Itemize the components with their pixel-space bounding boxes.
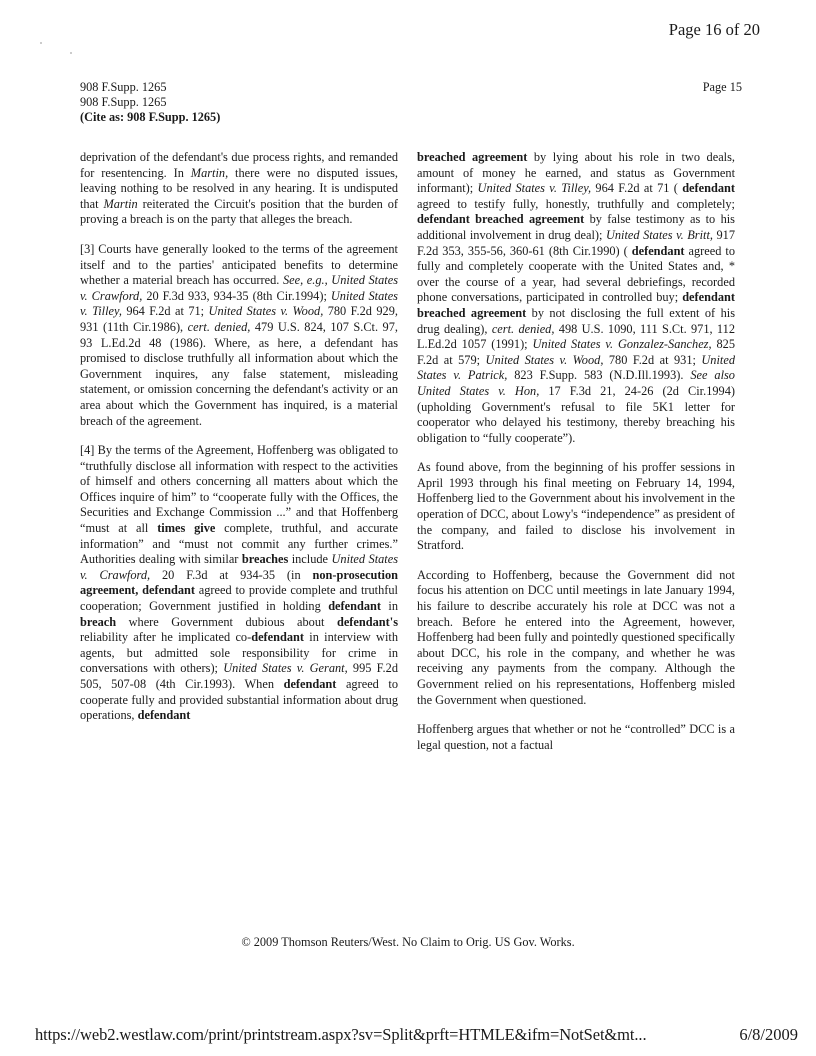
case-citation: United States v. Britt, — [605, 227, 713, 242]
case-citation: United States v. Tilley, — [80, 288, 398, 319]
text-run: deprivation of the defendant's due process rights, and remanded for resentencing. In — [80, 150, 398, 180]
citation-line: 908 F.Supp. 1265 — [80, 95, 167, 109]
text-run: 780 F.2d 929, 931 (11th Cir.1986), — [80, 304, 398, 334]
text-run: include — [288, 552, 332, 567]
text-run: there were no disputed issues, leaving nothing to be resolved in any hearing. It is undisputed that — [80, 165, 398, 211]
paragraph — [417, 150, 735, 446]
text-run: 917 F.2d 353, 355-56, 360-61 (8th Cir.1990) ( — [417, 227, 735, 258]
text-run: agreed to testify fully, honestly, truthfully and completely; — [417, 196, 735, 211]
case-citation: United States v. Wood, — [485, 352, 604, 367]
text-run: in interview with agents, but admitted sole responsibility for crime in conversations with others); — [80, 630, 398, 676]
case-citation: cert. denied, — [187, 319, 251, 334]
paragraph — [417, 722, 735, 753]
text-run: agreed to provide complete and truthful cooperation; Government justified in holding — [80, 583, 398, 614]
search-term: defendant — [631, 243, 685, 258]
page-number: Page 15 — [702, 80, 742, 94]
text-run: reiterated the Circuit's position that the burden of proving a breach is on the party that alleges the breach. — [80, 196, 398, 227]
search-term: defendant — [328, 599, 381, 614]
text-run: 498 U.S. 1090, 111 S.Ct. 971, 112 L.Ed.2d 1057 (1991); — [417, 321, 735, 352]
text-run: by lying about his role in two deals, amount of money he earned, and status as Government informant); — [417, 150, 735, 196]
text-run: 995 F.2d 505, 507-08 (4th Cir.1993). When — [80, 661, 398, 691]
case-citation: United States v. Patrick, — [417, 352, 735, 383]
search-term: defendant — [682, 181, 735, 196]
scan-speck — [40, 42, 42, 44]
cite-as-line: (Cite as: 908 F.Supp. 1265) — [80, 110, 221, 124]
search-term: times give — [157, 521, 216, 536]
print-url: https://web2.westlaw.com/print/printstream.aspx?sv=Split&prft=HTMLE&ifm=NotSet&mt... — [35, 1025, 647, 1044]
text-run: [3] Courts have generally looked to the terms of the agreement itself and to the parties' anticipated benefits to determine whether a material breach has occurred. — [80, 241, 398, 288]
text-run: As found above, from the beginning of his proffer sessions in April 1993 through his final meeting on February 14, 1994, Hoffenberg lied to the Government about his involvement in the operation of DCC, about Lowy's “independence” as president of the company, and failed to disclose his involvement in Stratford. — [417, 460, 735, 553]
page-indicator: Page 16 of 20 — [668, 20, 760, 39]
text-run: 823 F.Supp. 583 (N.D.Ill.1993). — [507, 368, 691, 383]
text-run: 825 F.2d at 579; — [417, 337, 735, 367]
text-run: agreed to fully and completely cooperate with the United States and, * over the course of a year, had several debriefings, recorded phone conversations, participated in controlled buy; — [417, 243, 735, 305]
case-citation: United States v. Wood, — [208, 304, 324, 319]
left-column — [80, 150, 398, 738]
case-citation: See also United States v. Hon, — [417, 368, 735, 398]
case-citation: United States v. Gerant, — [223, 661, 348, 676]
text-run: 964 F.2d at 71 ( — [591, 181, 683, 196]
citation-line: 908 F.Supp. 1265 — [80, 80, 167, 94]
search-term: defendant's — [336, 614, 398, 629]
search-term: defendant — [251, 630, 305, 645]
scan-speck — [70, 52, 72, 54]
case-citation: Martin, — [190, 165, 229, 180]
search-term: breach — [80, 614, 117, 629]
text-run: reliability after he implicated co- — [80, 630, 252, 645]
citation-block — [80, 80, 220, 125]
text-run: 780 F.2d at 931; — [603, 352, 702, 367]
case-citation: United States v. Tilley, — [477, 181, 592, 196]
paragraph — [417, 568, 735, 708]
right-column — [417, 150, 735, 767]
case-citation: cert. denied, — [491, 321, 555, 336]
case-citation: United States v. Crawford, — [80, 552, 399, 582]
case-citation: United States v. Gonzalez-Sanchez, — [532, 337, 712, 352]
text-run: in — [381, 599, 399, 614]
text-run: 479 U.S. 824, 107 S.Ct. 97, 93 L.Ed.2d 48 (1986). Where, as here, a defendant has promised to disclose truthfully all information about which the Government inquires, any false statement, misleading statement, or omission concerning the defendant's activity or an area about which the Government has inquired, is a material breach of the agreement. — [80, 319, 398, 428]
text-run: agreed to cooperate fully and provided substantial information about drug operations, — [80, 677, 399, 723]
paragraph — [80, 242, 398, 429]
text-run: by not disclosing the full extent of his drug dealing), — [417, 305, 736, 336]
paragraph — [80, 443, 398, 724]
text-run: where Government dubious about — [116, 614, 337, 629]
search-term: defendant — [283, 677, 337, 691]
text-run: 964 F.2d at 71; — [121, 304, 209, 319]
paragraph — [80, 150, 398, 228]
text-run: [4] By the terms of the Agreement, Hoffenberg was obligated to “truthfully disclose all information with respect to the activities of himself and others concerning all matters about which the Offices inquire of him” to “cooperate fully with the Offices, the Securities and Exchange Commission ...” and that Hoffenberg “must at all — [80, 443, 398, 536]
case-citation: Martin — [103, 196, 138, 211]
search-term: defendant breached agreement — [417, 290, 735, 320]
copyright-notice: © 2009 Thomson Reuters/West. No Claim to Orig. US Gov. Works. — [241, 935, 575, 949]
case-citation: See, e.g., United States v. Crawford, — [80, 273, 398, 303]
text-run: by false testimony as to his additional involvement in drug deal); — [417, 212, 735, 242]
print-date: 6/8/2009 — [739, 1025, 798, 1044]
text-run: Hoffenberg argues that whether or not he “controlled” DCC is a legal question, not a factual — [417, 722, 735, 752]
search-term: breached agreement — [417, 150, 528, 164]
text-run: complete, truthful, and accurate information” and “must not commit any further crimes.” Authorities dealing with similar — [80, 521, 398, 567]
search-term: breaches — [241, 552, 289, 567]
search-term: defendant breached agreement — [417, 212, 585, 227]
text-run: 17 F.3d 21, 24-26 (2d Cir.1994) (upholding Government's refusal to file 5K1 letter for cooperator who delayed his testimony, thereby breaching his obligation to “fully cooperate”). — [417, 383, 735, 445]
text-run: 20 F.3d 933, 934-35 (8th Cir.1994); — [142, 288, 331, 303]
paragraph — [417, 460, 735, 554]
text-run: According to Hoffenberg, because the Government did not focus his attention on DCC until meetings in late January 1994, his failure to describe accurately his role at DCC was not a breach. Before he entered into the Agreement, however, Hoffenberg had been fully and pointedly questioned specifically about DCC, his role in the company, and whether he was receiving any payments from the company. Although the Government relied on his representations, Hoffenberg misled the Government when questioned. — [417, 567, 735, 707]
search-term: defendant — [137, 708, 191, 723]
search-term: non-prosecution agreement, defendant — [80, 567, 398, 598]
text-run: 20 F.3d at 934-35 (in — [150, 567, 313, 582]
